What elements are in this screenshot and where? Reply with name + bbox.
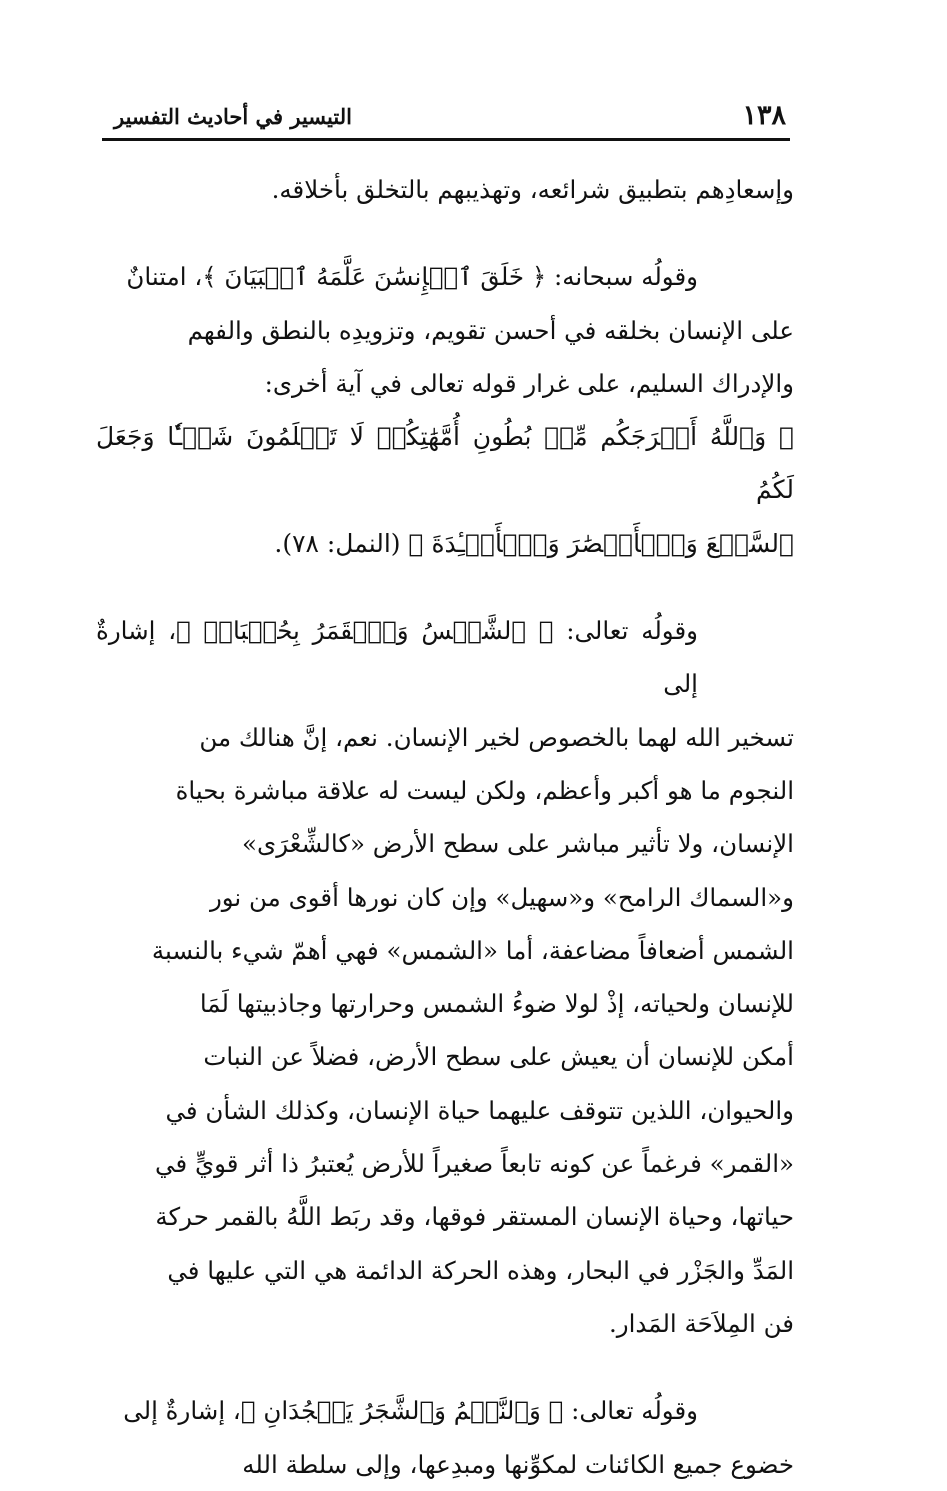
paragraph-3: [96, 604, 794, 1350]
page-header: [102, 100, 790, 141]
text-line: أمكن للإنسان أن يعيش على سطح الأرض، فضلاً عن النبات: [203, 1042, 794, 1072]
text-line: للإنسان ولحياته، إذْ لولا ضوءُ الشمس وحرارتها وجاذبيتها لَمَا: [199, 989, 794, 1019]
text-line: الإنسان، ولا تأثير مباشر على سطح الأرض «كالشِّعْرَى»: [242, 829, 794, 859]
text-line: حياتها، وحياة الإنسان المستقر فوقها، وقد ربَط اللَّهُ بالقمر حركة: [155, 1202, 794, 1232]
text-line: وقولُه سبحانه: ﴿ خَلَقَ ٱلۡإِنسَٰنَ عَلَّمَهُ ٱلۡبَيَانَ ﴾، امتنانٌ: [126, 262, 698, 292]
page-number: ١٣٨: [742, 100, 786, 131]
text-line: وإسعادِهم بتطبيق شرائعه، وتهذيبهم بالتخلق بأخلاقه.: [271, 175, 794, 204]
text-line: وقولُه تعالى: ﴿ وَٱلنَّجۡمُ وَٱلشَّجَرُ يَسۡجُدَانِ ﴾، إشارةٌ إلى: [123, 1396, 698, 1426]
text-line: «القمر» فرغماً عن كونه تابعاً صغيراً للأرض يُعتبرُ ذا أثر قويٍّ في: [155, 1149, 794, 1179]
paragraph-4: [96, 1384, 794, 1491]
text-line: المَدِّ والجَزْر في البحار، وهذه الحركة الدائمة هي التي عليها في: [167, 1255, 794, 1285]
quran-verse-line: ٱلسَّمۡعَ وَٱلۡأَبۡصَٰرَ وَٱلۡأَفۡـِٔدَةَ ﴾ (النمل: ٧٨).: [274, 528, 794, 558]
text-line: و«السماك الرامح» و«سهيل» وإن كان نورها أقوى من نور: [209, 882, 794, 912]
text-line: فن المِلاَحَة المَدار.: [609, 1308, 794, 1338]
text-line: والحيوان، اللذين تتوقف عليهما حياة الإنسان، وكذلك الشأن في: [165, 1095, 794, 1125]
text-line: النجوم ما هو أكبر وأعظم، ولكن ليست له علاقة مباشرة بحياة: [175, 775, 794, 805]
paragraph-2: [96, 250, 794, 570]
paragraph-1: [96, 163, 794, 216]
text-line: خضوع جميع الكائنات لمكوِّنها ومبدِعها، وإلى سلطة الله: [242, 1449, 794, 1479]
text-line: والإدراك السليم، على غرار قوله تعالى في آية أخرى:: [264, 368, 794, 398]
running-title: التيسير في أحاديث التفسير: [114, 104, 352, 129]
quran-verse-line: ﴿ وَٱللَّهُ أَخۡرَجَكُم مِّنۢ بُطُونِ أُمَّهَٰتِكُمۡ لَا تَعۡلَمُونَ شَيۡـٔٗا وَجَعَلَ لَكُمُ: [96, 422, 794, 505]
text-line: الشمس أضعافاً مضاعفة، أما «الشمس» فهي أهمّ شيء بالنسبة: [151, 935, 794, 965]
text-line: وقولُه تعالى: ﴿ ٱلشَّمۡسُ وَٱلۡقَمَرُ بِحُسۡبَانٖ ﴾، إشارةٌ إلى: [96, 616, 698, 699]
text-line: على الإنسان بخلقه في أحسن تقويم، وتزويدِه بالنطق والفهم: [187, 315, 794, 345]
page-body: [96, 163, 794, 1491]
text-line: تسخير الله لهما بالخصوص لخير الإنسان. نعم، إنَّ هنالك من: [199, 722, 794, 752]
